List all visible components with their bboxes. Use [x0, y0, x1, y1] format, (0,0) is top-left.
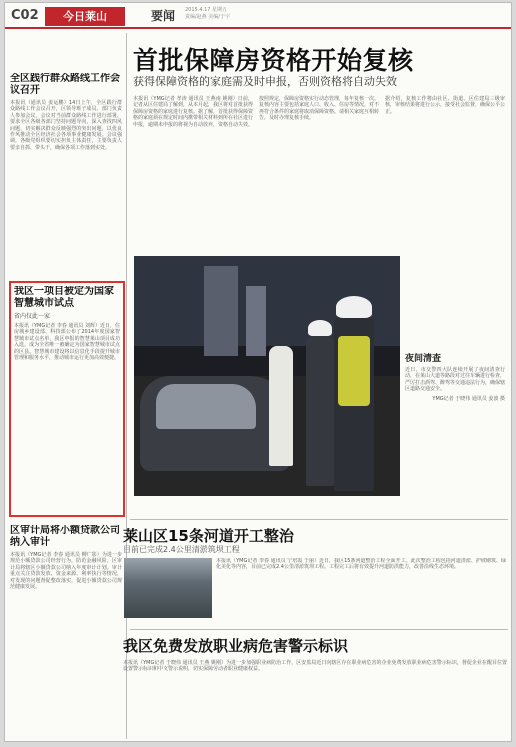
left-article-1-title: 全区践行群众路线工作会议召开: [10, 73, 120, 96]
photo-car-window: [156, 384, 256, 429]
page-number: C02: [11, 8, 39, 23]
section-label: 要闻: [151, 9, 176, 23]
health-headline: 我区免费发放职业病危害警示标识: [123, 637, 349, 655]
photo-officer-vest: [338, 336, 370, 406]
main-story-col3: [385, 93, 505, 343]
photo-building: [204, 266, 238, 356]
river-subheadline: 目前已完成2.4公里清淤筑坝工程: [123, 545, 240, 554]
health-story: [123, 657, 507, 739]
river-story-text: 本报讯（YMG记者 李春 通讯员 宁培霞 于丽）近日，我区15条河道整治工程全面开工。此次整治工程包括河道清淤、护坡砌筑、绿化美化等内容，目前已完成2.4公里清淤筑坝工程。工程完工后将有效提升河道防洪能力，改善沿线生态环境。: [216, 558, 506, 571]
main-story-col1: [133, 93, 253, 251]
left-article-1-body: 本报讯（通讯员 姜运鹏）14日上午，全区践行群众路线工作会议召开，区领导班子成员、部门负责人参加会议。会议对当前群众路线工作进行部署，要求全区各级各部门坚持问题导向，深入查找四风问题，切实解决群众反映强烈的突出问题，以优良作风推动全区经济社会各项事业健康发展。会议强调，各级党组织要切实担负主体责任，主要负责人要亲自抓、带头干，确保各项工作落到实处。: [10, 100, 122, 151]
river-story: [216, 558, 506, 626]
photo-caption-body: 近日，市交警四大队连续开展了夜间清查行动，在莱山大道等路段对过往车辆进行检查，严厉打击酒驾、醉驾等交通违法行为，确保辖区道路交通安全。: [405, 367, 506, 393]
section-rule: [130, 629, 508, 630]
main-story-col3-text: 据介绍，复核工作将由社区、街道、区住建局三级审核，审核结果将进行公示，接受社会监督，确保公平公正。: [385, 96, 505, 115]
left-article-1: [10, 73, 122, 273]
left-article-3-body: 本报讯（YMG记者 李春 通讯员 柳广影）为进一步规范小额贷款公司经营行为，防范金融风险，区审计局将辖区小额贷款公司纳入年度审计计划。审计重点关注贷款发放、资金来源、利率执行等情况，对发现的问题督促整改落实，促进小额贷款公司规范健康发展。: [10, 552, 122, 591]
main-story-col2: [259, 93, 379, 251]
photo-person: [269, 346, 293, 466]
health-story-text: 本报讯（YMG记者 于晓伟 通讯员 王燕 姚刚）为进一步加强职业病防治工作，区安监局近日向辖区存在职业病危害的企业免费发放职业病危害警示标识，督促企业在醒目位置设置警示标识和中文警示说明，切实保障劳动者职业健康权益。: [123, 660, 507, 673]
photo-officer: [306, 336, 334, 486]
editor-text: 责编/赵燕 美编/于宇: [185, 14, 230, 20]
masthead: [5, 3, 512, 29]
newspaper-page: [4, 2, 512, 742]
section-rule: [130, 519, 508, 520]
column-divider: [126, 33, 127, 739]
river-photo: [124, 558, 212, 618]
photo-caption: [405, 351, 505, 402]
main-headline: 首批保障房资格开始复核: [133, 46, 414, 75]
main-story-col1-text: 本报讯（YMG记者 孝涛 通讯员 王燕南 姚刚）日前，记者从区住建局了解到，从本月起，我区将对首批获得保障房资格的家庭进行复核。据了解，首批获得保障资格的家庭须在规定时间内携带相关材料到所在社区进行申报，逾期未申报的将视为自动放弃，资格自动失效。: [133, 96, 253, 128]
left-article-3-title: 区审计局将小额贷款公司纳入审计: [10, 525, 120, 548]
date-line: [185, 7, 230, 21]
night-inspection-photo: [134, 256, 400, 496]
left-article-2: [14, 286, 120, 512]
page-title-banner: 今日莱山: [45, 7, 125, 26]
photo-officer-cap: [336, 296, 372, 318]
left-article-2-title: 我区一项目被定为国家智慧城市试点: [14, 286, 114, 309]
main-story-col2-text: 按照规定，保障房资格实行动态管理，每年复核一次。复核内容主要包括家庭人口、收入、住房等情况，对不再符合条件的家庭将取消保障资格。请相关家庭互相转告，及时办理复核手续。: [259, 96, 379, 122]
main-subheadline: 获得保障资格的家庭需及时申报，否则资格将自动失效: [133, 75, 397, 88]
left-article-3: [10, 525, 122, 740]
photo-credit: YMG记者 于晓伟 通讯员 姜波 摄: [432, 395, 505, 402]
photo-caption-title: 夜间清查: [405, 354, 442, 364]
river-headline: 莱山区15条河道开工整治: [123, 527, 294, 545]
left-article-2-subtitle: 省内仅此一家: [14, 313, 51, 320]
left-article-2-body: 本报讯（YMG记者 李春 通讯员 刘辉）近日，住房城乡建设部、科技部公布了2014年度国家智慧城市试点名单，我区申报的智慧莱山项目成功入选，成为全省唯一被确定为国家智慧城市试点的区县。智慧城市建设将以信息化手段提升城市管理和服务水平，推动城市运行更加高效便捷。: [14, 323, 120, 362]
date-text: 2015.4.17 星期五: [185, 7, 228, 13]
photo-building: [246, 286, 266, 356]
photo-officer-cap: [308, 320, 332, 336]
